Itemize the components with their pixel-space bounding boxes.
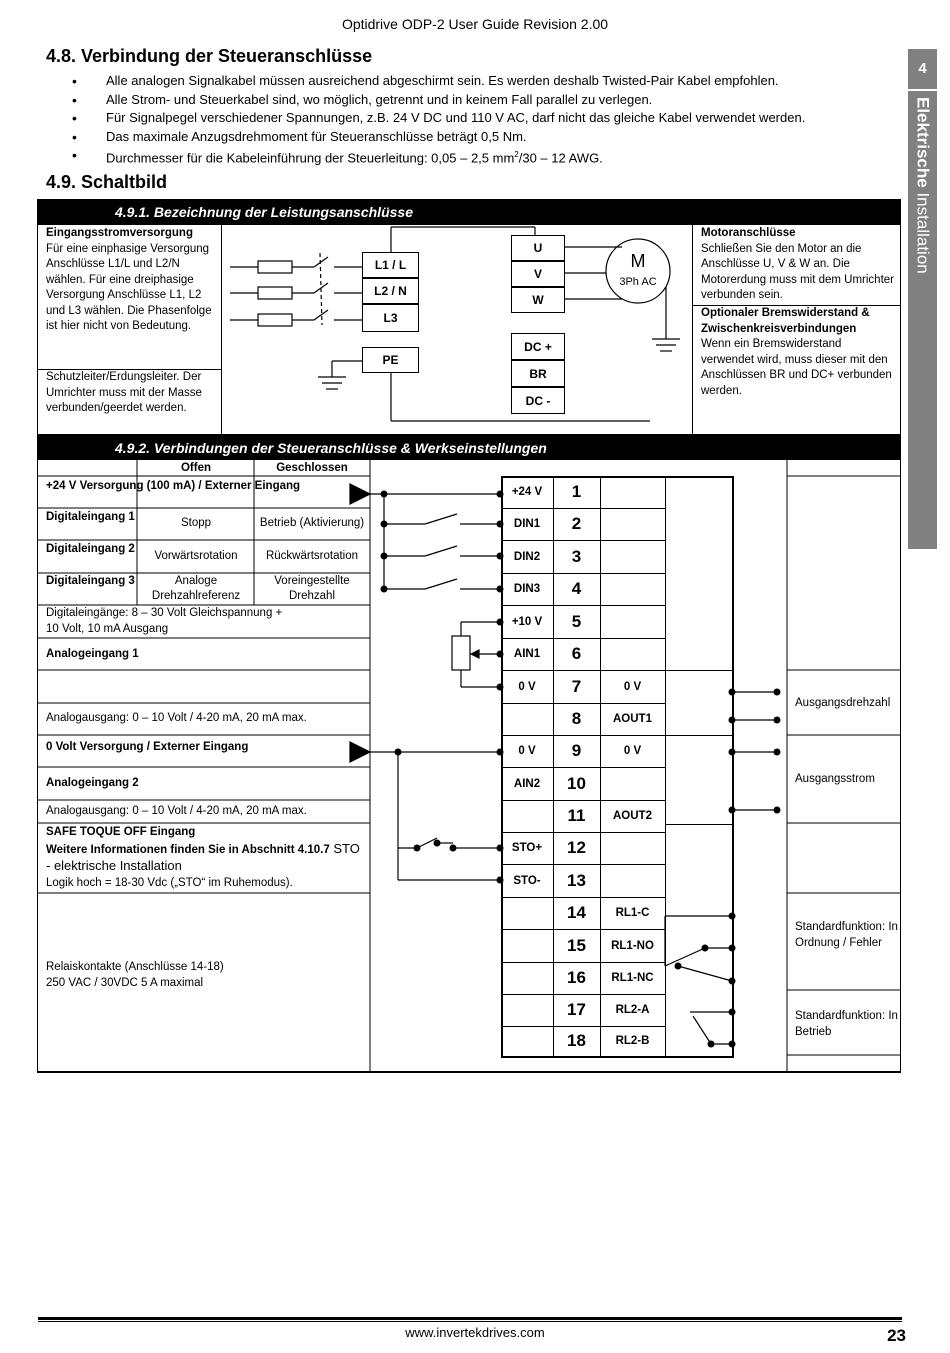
- motor-title: Motoranschlüsse: [701, 227, 796, 239]
- terminal-output-label: AOUT2: [613, 810, 652, 822]
- footer-rule: [38, 1317, 902, 1320]
- supply-0v-label: 0 Volt Versorgung / Externer Eingang: [46, 741, 249, 753]
- motor-cell: [701, 226, 897, 304]
- bullet-item: • Für Signalpegel verschiedener Spannungen, z.B. 24 V DC und 110 V AC, darf nicht das gleiche Kabel verwendet werden.: [72, 109, 892, 128]
- sto-reference: Weitere Informationen finden Sie in Abschnitt 4.10.7 STO - elektrische Installation: [46, 840, 360, 873]
- terminal-br: BR: [511, 360, 565, 387]
- chapter-title: Elektrische Installation: [913, 97, 933, 274]
- terminal-w: W: [511, 287, 565, 313]
- terminal-u: U: [511, 235, 565, 261]
- terminal-number: 16: [567, 968, 586, 987]
- digital-input-note: Digitaleingänge: 8 – 30 Volt Gleichspannung + 10 Volt, 10 mA Ausgang: [46, 607, 283, 635]
- power-table-heading: 4.9.1. Bezeichnung der Leistungsanschlüsse: [37, 199, 901, 225]
- terminal-output-label: RL1-NO: [611, 939, 654, 952]
- output-speed-label: Ausgangsdrehzahl: [795, 697, 891, 709]
- input-supply-cell: [46, 226, 216, 335]
- terminal-number: 2: [571, 514, 582, 533]
- terminal-number: 10: [567, 773, 586, 793]
- sto-title: SAFE TOQUE OFF Eingang: [46, 826, 196, 838]
- power-wiring-diagram: [222, 225, 692, 435]
- terminal-number: 6: [571, 644, 582, 663]
- terminal-signal-label: AIN1: [513, 648, 541, 660]
- page-number: 23: [887, 1326, 906, 1345]
- relay2-function-label: Standardfunktion: In Betrieb: [795, 1010, 898, 1038]
- terminal-signal-label: 0 V: [518, 745, 536, 757]
- terminal-number: 7: [571, 676, 582, 696]
- terminal-number: 11: [567, 806, 586, 825]
- terminal-signal-label: DIN3: [513, 583, 541, 595]
- di1-open: Stopp: [180, 517, 212, 530]
- terminal-output-label: 0 V: [623, 680, 642, 693]
- relay-contacts-note: Relaiskontakte (Anschlüsse 14-18) 250 VAC / 30VDC 5 A maximal: [46, 961, 224, 989]
- terminal-output-label: RL2-A: [615, 1004, 650, 1016]
- terminal-output-label: RL1-NC: [611, 972, 654, 984]
- aout1-note: Analogausgang: 0 – 10 Volt / 4-20 mA, 20 mA max.: [46, 712, 307, 724]
- input-supply-text: Für eine einphasige Versorgung Anschlüsse L1/L und L2/N wählen. Für eine dreiphasige Versorgung Anschlüsse L1, L2 und L3 wählen. Die Phasenfolge ist hier nicht von Bedeutung.: [46, 242, 212, 332]
- brake-text: Wenn ein Bremswiderstand verwendet wird, muss dieser mit den Anschlüssen BR und DC+ verbunden werden.: [701, 338, 892, 397]
- di2-label: Digitaleingang 2: [46, 543, 135, 555]
- bullet-item: • Alle analogen Signalkabel müssen ausreichend abgeschirmt sein. Es werden deshalb Twisted-Pair Kabel empfohlen.: [72, 72, 892, 91]
- footer-rule-thin: [38, 1321, 902, 1322]
- motor-symbol-letter: M: [630, 251, 646, 271]
- relay1-function-label: Standardfunktion: In Ordnung / Fehler: [795, 921, 898, 949]
- output-current-label: Ausgangsstrom: [795, 773, 875, 785]
- footer-url: www.invertekdrives.com: [405, 1325, 545, 1340]
- col-open-header: Offen: [180, 462, 212, 474]
- di2-open: Vorwärtsrotation: [154, 549, 238, 562]
- terminal-number: 3: [571, 546, 582, 566]
- di1-label: Digitaleingang 1: [46, 511, 135, 523]
- terminal-signal-label: +24 V: [511, 486, 543, 498]
- terminal-number: 17: [567, 1000, 586, 1019]
- di3-open: Analoge Drehzahlreferenz: [151, 574, 241, 602]
- section-title-4-8: 4.8. Verbindung der Steueranschlüsse: [46, 46, 373, 66]
- di3-closed: Voreingestellte Drehzahl: [274, 574, 350, 602]
- terminal-number: 4: [571, 579, 582, 598]
- terminal-number: 8: [571, 709, 582, 728]
- chapter-side-tab: [908, 49, 937, 549]
- terminal-number: 1: [571, 482, 582, 501]
- terminal-output-label: RL1-C: [615, 907, 650, 919]
- terminal-number: 12: [567, 838, 586, 857]
- terminal-output-label: RL2-B: [615, 1035, 650, 1047]
- di3-label: Digitaleingang 3: [46, 575, 135, 587]
- brake-title: Optionaler Bremswiderstand & Zwischenkreisverbindungen: [701, 307, 870, 335]
- bullet-item: • Das maximale Anzugsdrehmoment für Steueranschlüsse beträgt 0,5 Nm.: [72, 128, 892, 147]
- terminal-signal-label: DIN2: [513, 550, 541, 563]
- terminal-v: V: [511, 261, 565, 287]
- terminal-output-label: 0 V: [623, 745, 642, 757]
- terminal-dc-plus: DC +: [511, 333, 565, 360]
- earth-cell: Schutzleiter/Erdungsleiter. Der Umrichter muss mit der Masse verbunden/geerdet werden.: [46, 371, 202, 414]
- sto-logic: Logik hoch = 18-30 Vdc („STO“ im Ruhemodus).: [46, 876, 293, 889]
- section-title-4-9: 4.9. Schaltbild: [46, 172, 168, 192]
- terminal-signal-label: STO+: [511, 842, 543, 854]
- terminal-number: 18: [567, 1031, 586, 1050]
- power-col-divider: [692, 225, 693, 435]
- terminal-number: 9: [571, 741, 582, 760]
- sto-cell: [46, 825, 366, 891]
- terminal-pe: PE: [362, 347, 419, 373]
- bullet-item: • Alle Strom- und Steuerkabel sind, wo möglich, getrennt und in keinem Fall parallel zu verlegen.: [72, 91, 892, 110]
- terminal-l2: L2 / N: [362, 278, 419, 304]
- col-closed-header: Geschlossen: [276, 462, 348, 474]
- input-supply-title: Eingangsstromversorgung: [46, 227, 193, 239]
- terminal-number: 15: [567, 935, 586, 955]
- brake-cell: [701, 306, 897, 399]
- bullet-item: • Durchmesser für die Kabeleinführung der Steuerleitung: 0,05 – 2,5 $mm^2/30 - 12$ AWG.: [72, 146, 892, 168]
- terminal-number: 13: [567, 870, 586, 890]
- terminal-signal-label: +10 V: [511, 615, 543, 628]
- terminal-number: 5: [571, 611, 582, 631]
- bullet-list: [72, 72, 892, 168]
- ain1-label: Analogeingang 1: [46, 648, 139, 660]
- terminal-number: 14: [567, 903, 586, 922]
- terminal-dc-minus: DC -: [511, 387, 565, 414]
- motor-text: Schließen Sie den Motor an die Anschlüsse U, V & W an. Die Motorerdung muss mit dem Umrichter verbunden sein.: [701, 242, 894, 301]
- motor-symbol-sub: 3Ph AC: [619, 276, 657, 288]
- terminal-output-label: AOUT1: [613, 713, 652, 725]
- control-table-heading: 4.9.2. Verbindungen der Steueranschlüsse & Werkseinstellungen: [37, 435, 901, 460]
- terminal-signal-label: DIN1: [513, 518, 541, 530]
- terminal-signal-label: 0 V: [518, 680, 536, 693]
- side-tab-separator: [908, 89, 937, 91]
- aout2-note: Analogausgang: 0 – 10 Volt / 4-20 mA, 20 mA max.: [46, 805, 307, 817]
- terminal-signal-label: STO-: [513, 874, 541, 887]
- di2-closed: Rückwärtsrotation: [265, 549, 359, 562]
- control-wiring-diagram: [345, 476, 805, 1066]
- supply-24v-label: +24 V Versorgung (100 mA) / Externer Eingang: [46, 480, 301, 492]
- chapter-number: 4: [918, 59, 927, 77]
- terminal-l3: L3: [362, 304, 419, 332]
- terminal-signal-label: AIN2: [513, 777, 541, 790]
- terminal-l1: L1 / L: [362, 252, 419, 278]
- running-header: Optidrive ODP-2 User Guide Revision 2.00: [341, 16, 609, 32]
- ain2-label: Analogeingang 2: [46, 777, 139, 789]
- di1-closed: Betrieb (Aktivierung): [259, 517, 365, 530]
